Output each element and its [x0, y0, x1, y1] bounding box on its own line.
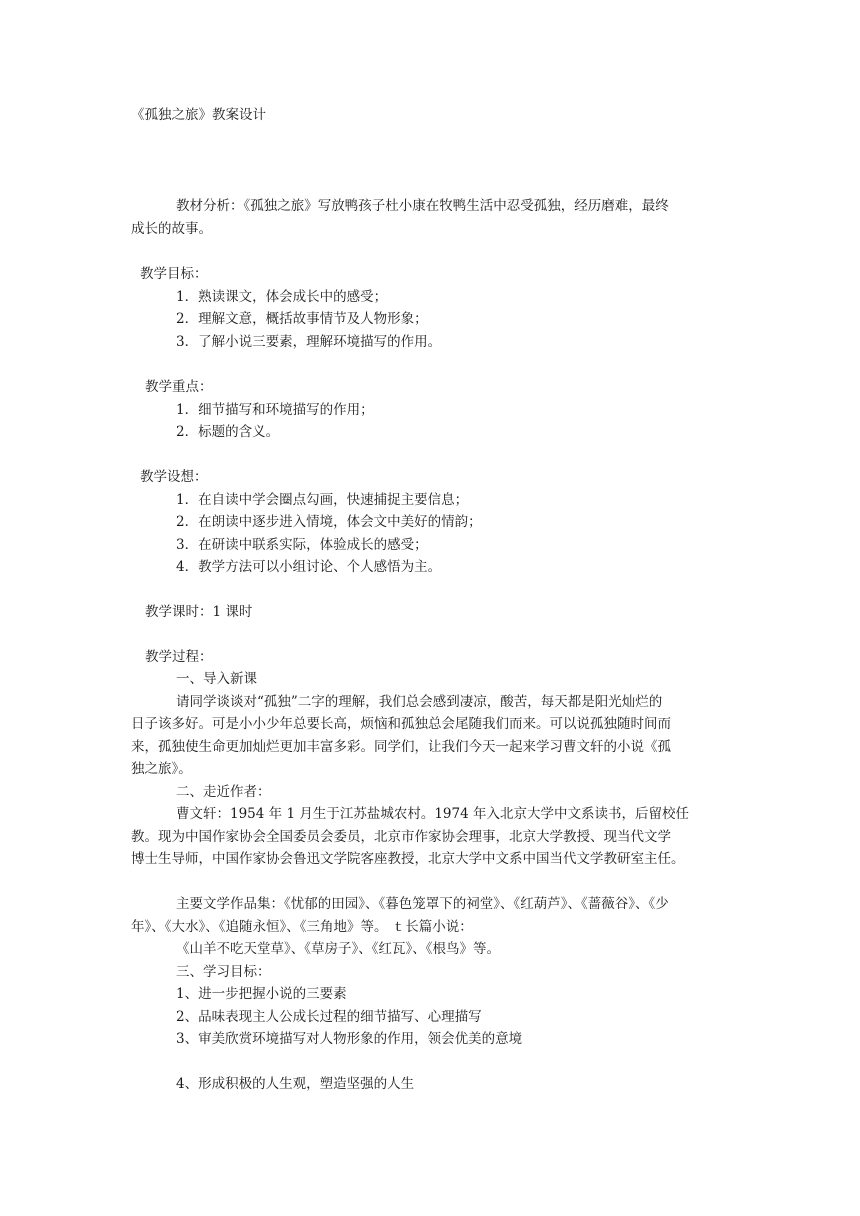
objective-item: 2、品味表现主人公成长过程的细节描写、心理描写 [176, 1009, 482, 1025]
analysis-line-2: 成长的故事。 [131, 221, 212, 237]
works-line-1: 主要文学作品集：《忧郁的田园》、《暮色笼罩下的祠堂》、《红葫芦》、《蔷薇谷》、《少 [176, 896, 669, 912]
analysis-line-1: 教材分析：《孤独之旅》写放鸭孩子杜小康在牧鸭生活中忍受孤独，经历磨难，最终 [176, 198, 669, 214]
document-title: 《孤独之旅》教案设计 [131, 107, 266, 123]
goals-item: 2．理解文意，概括故事情节及人物形象； [176, 311, 428, 327]
intro-line-2: 日子该多好。可是小小少年总要长高，烦恼和孤独总会尾随我们而来。可以说孤独随时间而 [131, 716, 671, 732]
section-1-title: 一、导入新课 [176, 671, 257, 687]
works-line-2: 年》、《大水》、《追随永恒》、《三角地》等。 ｔ长篇小说： [131, 919, 473, 935]
process-heading: 教学过程： [145, 649, 213, 665]
keypoints-item: 2．标题的含义。 [176, 424, 280, 440]
keypoints-item: 1．细节描写和环境描写的作用； [176, 402, 374, 418]
ideas-item: 3．在研读中联系实际，体验成长的感受； [176, 537, 428, 553]
author-line-3: 博士生导师，中国作家协会鲁迅文学院客座教授，北京大学中文系中国当代文学教研室主任。 [131, 851, 685, 867]
goals-item: 3．了解小说三要素，理解环境描写的作用。 [176, 334, 442, 350]
section-2-title: 二、走近作者： [176, 784, 271, 800]
ideas-heading: 教学设想： [140, 469, 208, 485]
intro-line-3: 来，孤独使生命更加灿烂更加丰富多彩。同学们，让我们今天一起来学习曹文轩的小说《孤 [131, 739, 671, 755]
keypoints-heading: 教学重点： [145, 379, 213, 395]
objective-item: 1、进一步把握小说的三要素 [176, 986, 347, 1002]
ideas-item: 2．在朗读中逐步进入情境，体会文中美好的情韵； [176, 514, 482, 530]
class-hours: 教学课时：1 课时 [145, 604, 253, 620]
intro-line-1: 请同学谈谈对“孤独”二字的理解，我们总会感到凄凉，酸苦，每天都是阳光灿烂的 [176, 694, 663, 710]
goals-item: 1．熟读课文，体会成长中的感受； [176, 289, 388, 305]
goals-heading: 教学目标： [140, 266, 208, 282]
objective-item: 4、形成积极的人生观，塑造坚强的人生 [176, 1076, 415, 1092]
intro-line-4: 独之旅》。 [131, 761, 192, 777]
ideas-item: 1．在自读中学会圈点勾画，快速捕捉主要信息； [176, 492, 469, 508]
works-line-3: 《山羊不吃天堂草》、《草房子》、《红瓦》、《根鸟》等。 [176, 941, 500, 957]
section-3-title: 三、学习目标： [176, 964, 271, 980]
author-line-1: 曹文轩：1954 年 1 月生于江苏盐城农村。1974 年入北京大学中文系读书，后留校任 [176, 806, 689, 822]
author-line-2: 教。现为中国作家协会全国委员会委员，北京市作家协会理事，北京大学教授、现当代文学 [131, 829, 671, 845]
ideas-item: 4．教学方法可以小组讨论、个人感悟为主。 [176, 559, 442, 575]
objective-item: 3、审美欣赏环境描写对人物形象的作用，领会优美的意境 [176, 1031, 523, 1047]
